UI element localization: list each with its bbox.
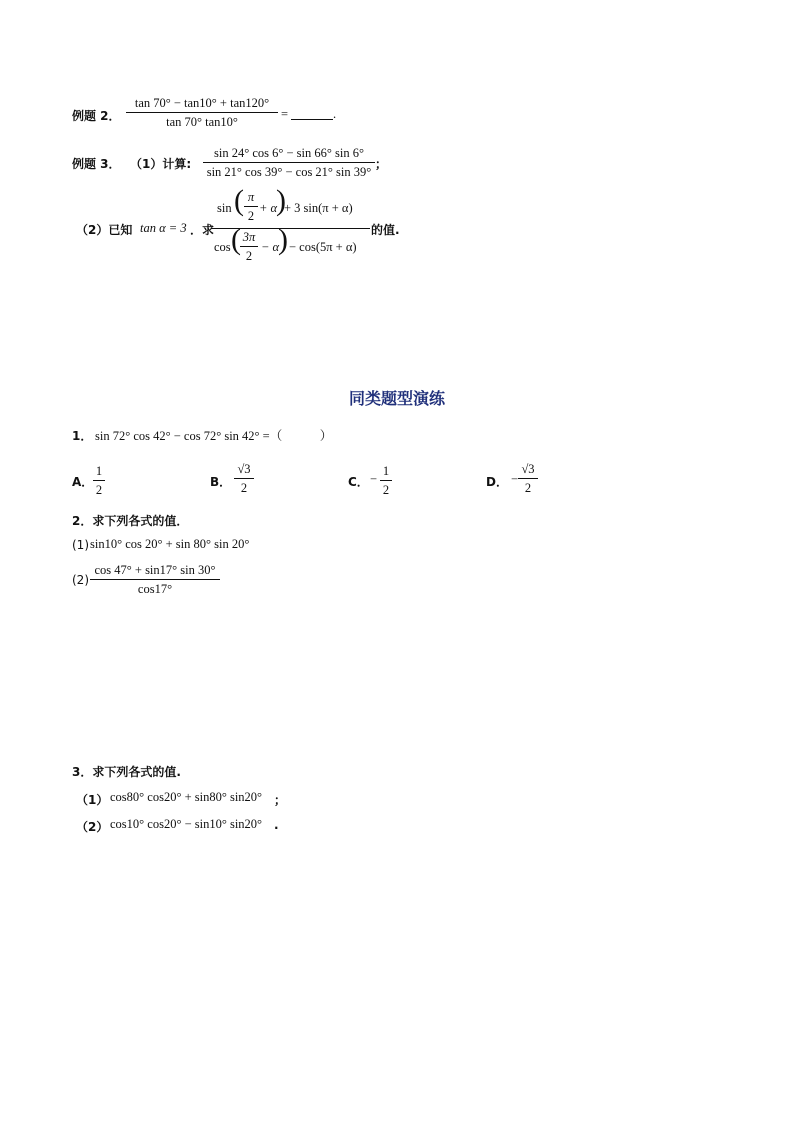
option-a-denominator: 2 xyxy=(95,483,103,497)
fraction-bar xyxy=(380,480,392,481)
denominator-cos: cos xyxy=(214,240,231,254)
option-d-denominator: 2 xyxy=(524,481,532,495)
option-d-numerator: √3 xyxy=(521,462,535,476)
example2-end: . xyxy=(333,107,337,121)
option-a-label: A． xyxy=(72,475,94,489)
q2-part2-denominator: cos17° xyxy=(137,582,173,596)
example3-part1-numerator: sin 24° cos 6° − sin 66° sin 6° xyxy=(214,146,364,160)
q3-part2-label: （2） xyxy=(76,820,109,834)
option-d-sign: − xyxy=(511,472,519,486)
answer-blank xyxy=(291,109,333,120)
3pi-numerator: 3π xyxy=(242,230,256,244)
fraction-bar xyxy=(203,162,375,163)
fraction-bar xyxy=(240,246,258,247)
example2-label: 例题 2． xyxy=(72,109,121,123)
example3-part1-label: （1）计算: xyxy=(130,157,192,171)
pi-over-2-fraction xyxy=(244,190,258,223)
right-paren: ) xyxy=(276,184,286,217)
option-a-fraction xyxy=(93,464,105,497)
option-a-numerator: 1 xyxy=(95,464,103,478)
option-c-numerator: 1 xyxy=(382,464,390,478)
fraction-bar xyxy=(93,480,105,481)
q3-part1-label: （1） xyxy=(76,793,109,807)
example3-part2-condition: tan α = 3 xyxy=(140,221,187,235)
denominator-rest: − cos(5π + α) xyxy=(289,240,357,254)
option-b-fraction xyxy=(234,462,254,495)
q2-title: 2．求下列各式的值． xyxy=(72,514,189,528)
example3-label: 例题 3． xyxy=(72,157,121,171)
fraction-bar xyxy=(234,478,254,479)
option-b-numerator: √3 xyxy=(237,462,251,476)
option-c-label: C． xyxy=(348,475,369,489)
section-title: 同类题型演练 xyxy=(348,389,445,408)
option-c-fraction xyxy=(380,464,392,497)
example3-part2-ask: ．求 xyxy=(190,223,215,237)
left-paren: ( xyxy=(234,184,244,217)
fraction-bar xyxy=(244,206,258,207)
example3-part1-fraction xyxy=(203,146,375,179)
q2-part2-label: (2) xyxy=(72,573,89,587)
example3-part2-end: 的值. xyxy=(371,223,400,237)
example2-equals: = xyxy=(281,107,289,121)
numerator-rest: + 3 sin(π + α) xyxy=(284,201,353,215)
example3-part1-end: ； xyxy=(375,157,388,171)
option-b-denominator: 2 xyxy=(240,481,248,495)
q3-part1-end: ； xyxy=(274,793,287,807)
two-denominator: 2 xyxy=(247,209,255,223)
q3-part2-end: . xyxy=(274,818,279,832)
option-c-denominator: 2 xyxy=(382,483,390,497)
fraction-bar xyxy=(126,112,278,113)
q1-number: 1． xyxy=(72,429,93,443)
q1-expression: sin 72° cos 42° − cos 72° sin 42° =（ ） xyxy=(95,429,333,443)
fraction-bar xyxy=(90,579,220,580)
example3-part1-denominator: sin 21° cos 39° − cos 21° sin 39° xyxy=(206,165,372,179)
3pi-over-2-fraction xyxy=(240,230,258,263)
two-denominator: 2 xyxy=(245,249,253,263)
option-c-sign: − xyxy=(370,472,378,486)
option-d-fraction xyxy=(518,462,538,495)
left-paren: ( xyxy=(231,223,241,256)
numerator-plus-alpha: + α xyxy=(259,201,278,215)
q2-part1-label: (1) xyxy=(72,538,89,552)
example3-part2-label: （2）已知 xyxy=(76,223,133,237)
fraction-bar xyxy=(518,478,538,479)
example2-numerator: tan 70° − tan10° + tan120° xyxy=(134,96,270,110)
numerator-sin: sin xyxy=(217,201,232,215)
right-paren: ) xyxy=(278,223,288,256)
option-d-label: D． xyxy=(486,475,508,489)
pi-numerator: π xyxy=(247,190,255,204)
q2-part2-fraction xyxy=(90,563,220,596)
q3-part1-expression: cos80° cos20° + sin80° sin20° xyxy=(110,790,263,804)
example2-denominator: tan 70° tan10° xyxy=(166,115,238,129)
option-b-label: B． xyxy=(210,475,232,489)
q2-part1-expression: sin10° cos 20° + sin 80° sin 20° xyxy=(90,537,250,551)
q3-title: 3．求下列各式的值. xyxy=(72,765,181,779)
q3-part2-expression: cos10° cos20° − sin10° sin20° xyxy=(110,817,263,831)
q2-part2-numerator: cos 47° + sin17° sin 30° xyxy=(94,563,216,577)
denominator-minus-alpha: − α xyxy=(261,240,280,254)
example2-fraction xyxy=(126,96,278,129)
